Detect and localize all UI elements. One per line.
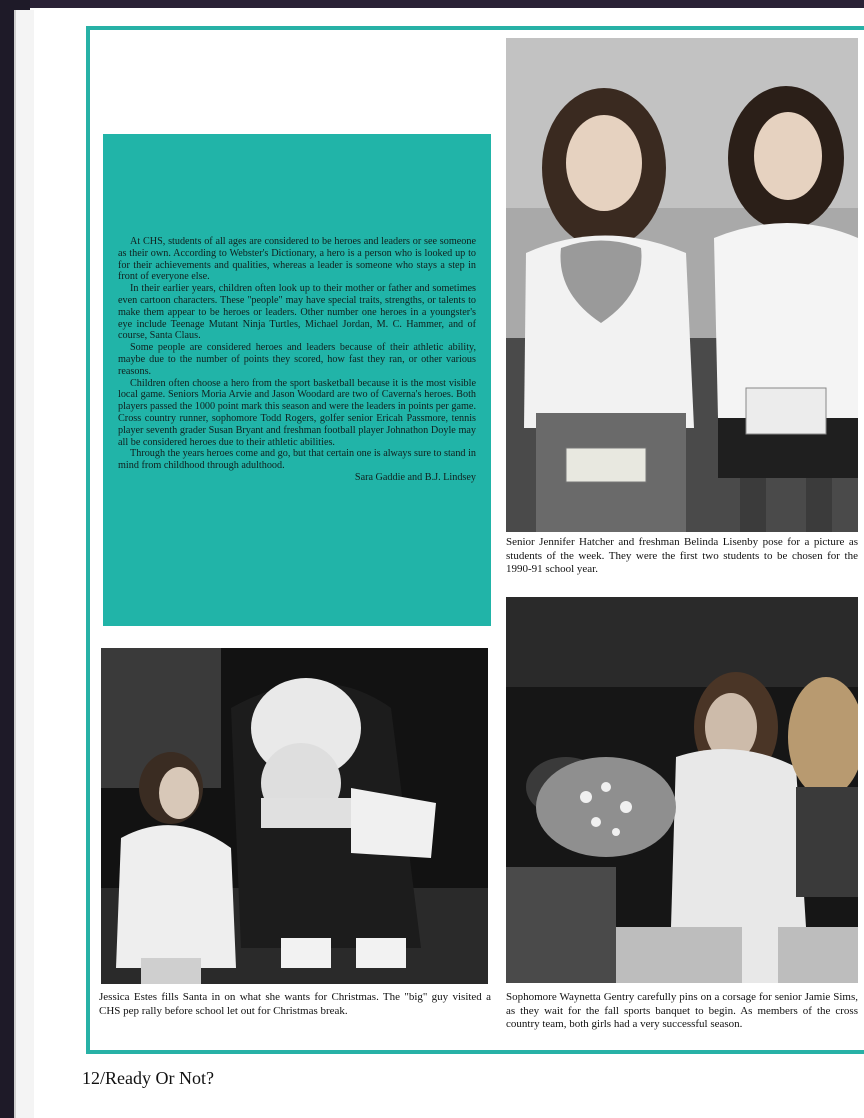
story-paragraph-4: Children often choose a hero from the sport basketball because it is the most visible local game. Seniors Moria Arvie and Jason Woodard are two of Caverna's heroes. Both players passed the 1000 point mark this season and were the leaders in points per game. Cross country runner, sophomore Todd Rogers, golfer senior Ericah Passmore, tennis player seventh grader Susan Bryant and freshman football player Johnathon Doyle may all be considered heroes due to their athletic abilities. bbox=[118, 377, 476, 448]
story-text bbox=[118, 236, 476, 484]
caption-students-of-week: Senior Jennifer Hatcher and freshman Belinda Lisenby pose for a picture as students of the week. They were the first two students to be chosen for the 1990-91 school year. bbox=[506, 536, 858, 575]
caption-corsage: Sophomore Waynetta Gentry carefully pins on a corsage for senior Jamie Sims, as they wait for the fall sports banquet to begin. As members of the cross country team, both girls had a very successful season. bbox=[506, 991, 858, 1030]
page-footer: 12/Ready Or Not? bbox=[82, 1068, 214, 1088]
story-paragraph-2: In their earlier years, children often look up to their mother or father and sometimes even cartoon characters. These "people" may have special traits, strengths, or talents to make them appear to be heroes or leaders. Other number one heroes in a youngster's eye include Teenage Mutant Ninja Turtles, Michael Jordan, M. C. Hammer, and of course, Santa Claus. bbox=[118, 283, 476, 342]
photo-corsage-illustration bbox=[506, 597, 858, 983]
story-paragraph-3: Some people are considered heroes and leaders because of their athletic ability, maybe due to the number of points they scored, how fast they ran, or other various reasons. bbox=[118, 342, 476, 377]
photo-santa-illustration bbox=[101, 648, 488, 984]
story-paragraph-1: At CHS, students of all ages are considered to be heroes and leaders or see someone as their own. According to Webster's Dictionary, a hero is a person who is looked up to for their achievements and qualities, whereas a leader is someone who stays a step in front of everyone else. bbox=[118, 236, 476, 283]
scan-top-edge bbox=[0, 0, 864, 8]
photo-students-of-week bbox=[506, 38, 858, 532]
photo-corsage bbox=[506, 597, 858, 983]
caption-santa: Jessica Estes fills Santa in on what she wants for Christmas. The "big" guy visited a CHS pep rally before school let out for Christmas break. bbox=[99, 991, 491, 1017]
story-byline: Sara Gaddie and B.J. Lindsey bbox=[354, 471, 476, 483]
photo-students-illustration bbox=[506, 38, 858, 532]
photo-santa bbox=[101, 648, 488, 984]
page-binding-edge bbox=[14, 10, 34, 1118]
story-paragraph-5: Through the years heroes come and go, but that certain one is always sure to stand in mind from childhood through adulthood. bbox=[118, 448, 476, 472]
